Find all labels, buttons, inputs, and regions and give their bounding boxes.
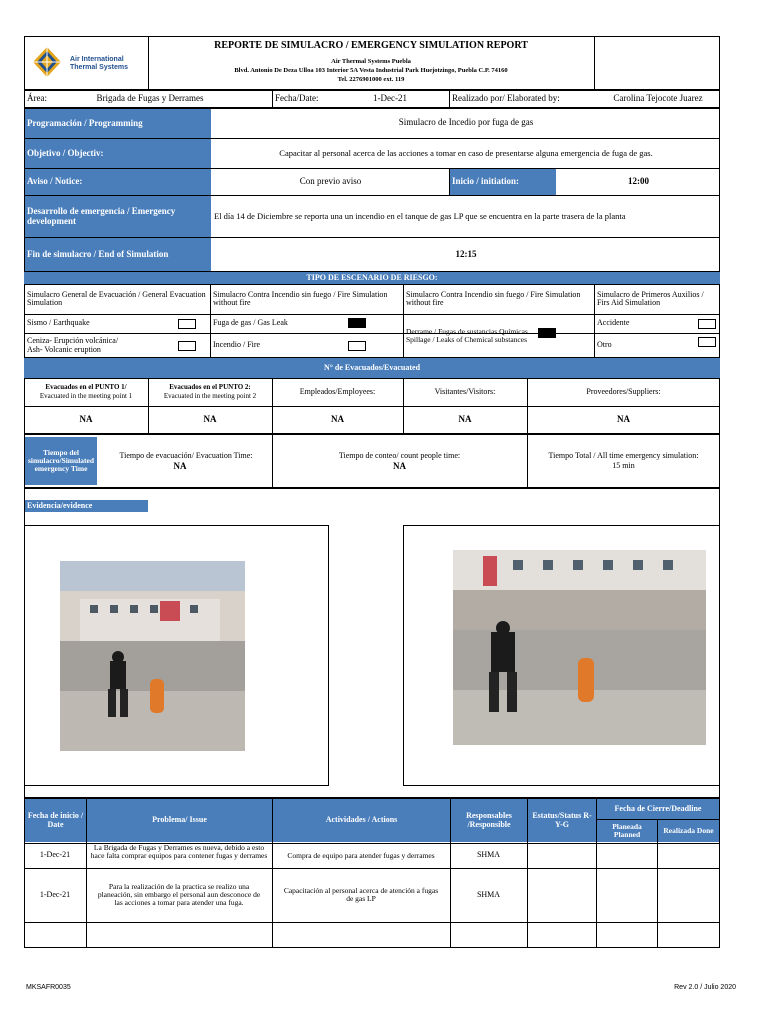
employees-value: NA [331,414,344,425]
col-deadline: Fecha de Cierre/Deadline [597,799,719,819]
scenario-item-other: Otro [597,340,612,350]
row2-date: 1-Dec-21 [39,889,71,899]
company-name: Air Thermal Systems Puebla [331,58,411,65]
document-revision: Rev 2.0 / Julio 2020 [674,984,736,991]
document-code: MKSAFR0035 [26,984,71,991]
evacuation-time-label: Tiempo de evacuación/ Evacuation Time: [119,451,253,460]
scenario-item-earthquake: Sismo / Earthquake [27,318,90,328]
row1-action: Compra de equipo para atender fugas y derrames [287,850,435,860]
checkbox-earthquake[interactable] [178,319,196,329]
initiation-value: 12:00 [628,175,649,186]
visitors-value: NA [458,414,472,425]
count-time-label: Tiempo de conteo/ count people time: [338,451,461,460]
col-responsible: Responsables /Responsible [451,799,527,842]
elaborated-by-label: Realizado por/ Elaborated by: [452,93,560,104]
col-planned: Planeada Planned [597,820,657,842]
programming-label: Programación / Programming [25,109,211,138]
row2-issue: Para la realización de la practica se realizo una planeación, sin embargo el personal aun desconoce de las acciones a tomar para atender una fuga. [97,882,261,907]
checkbox-fire[interactable] [348,341,366,351]
col-issue: Problema/ Issue [87,799,272,842]
evacuation-time-value: NA [173,461,187,471]
scenario-header-fire-2: Simulacro Contra Incendio sin fuego / Fire Simulation without fire [406,289,581,307]
development-value: El día 14 de Diciembre se reporta una un incendio en el tanque de gas LP que se encuentra en la parte trasera de la planta [214,210,626,221]
point2-value: NA [203,414,217,425]
col-actions: Actividades / Actions [273,799,450,842]
row1-issue: La Brigada de Fugas y Derrames es nueva, debido a esto hace falta comprar equipos para contener fugas y derrames [90,843,268,860]
total-time-value: 15 min [612,461,635,470]
checkbox-other[interactable] [698,337,716,347]
evacuated-title: N° de Evacuados/Evacuated [24,358,720,378]
objective-value: Capacitar al personal acerca de las acciones a tomar en caso de presentarse alguna emergencia de fuga de gas. [279,147,653,158]
objective-label: Objetivo / Objectiv: [25,139,211,168]
scenario-header-first-aid: Simulacro de Primeros Auxilios / Firs Aid Simulation [597,289,704,307]
date-value: 1-Dec-21 [373,93,407,104]
end-value: 12:15 [455,248,477,259]
scenario-item-fire: Incendio / Fire [213,340,261,350]
checkbox-spillage[interactable] [538,328,556,338]
logo-text-1: Air International [70,56,124,63]
point2-title: Evacuados en el PUNTO 2: [169,383,251,391]
report-title: REPORTE DE SIMULACRO / EMERGENCY SIMULATION REPORT [214,40,528,51]
employees-label: Empleados/Employees: [299,386,376,396]
initiation-label: Inicio / initiation: [450,169,556,195]
evidence-label: Evidencia/evidence [25,500,148,512]
development-label: Desarrollo de emergencia / Emergency development [25,196,211,237]
company-phone: Tel. 2276901000 ext. 119 [337,76,405,83]
company-logo [30,44,145,80]
suppliers-value: NA [617,414,630,425]
scenario-item-gas-leak: Fuga de gas / Gas Leak [213,318,288,328]
col-status: Estatus/Status R-Y-G [528,799,596,842]
scenario-header-fire-1: Simulacro Contra Incendio sin fuego / Fire Simulation without fire [213,289,388,307]
evidence-photo-2 [453,550,706,745]
checkbox-volcanic[interactable] [178,341,196,351]
count-time-value: NA [393,461,406,471]
logo-diamond-icon [32,46,62,78]
point1-subtitle: Evacuated in the meeting point 1 [39,392,133,400]
col-done: Realizada Done [658,820,719,842]
scenario-item-volcanic: Ceniza- Erupción volcánica/ Ash- Volcanic eruption [27,336,119,354]
programming-value: Simulacro de Incedio por fuga de gas [398,117,534,128]
point1-title: Evacuados en el PUNTO 1/ [45,383,127,391]
point2-subtitle: Evacuated in the meeting point 2 [163,392,257,400]
total-time-label: Tiempo Total / All time emergency simulation: [548,451,699,460]
scenario-item-accident: Accidente [597,318,630,328]
evidence-photo-1 [60,561,245,751]
notice-label: Aviso / Notice: [25,169,211,195]
checkbox-gas-leak[interactable] [348,318,366,328]
scenario-item-spillage: Derrame / Fugas de sustancias Químicas Spillage / Leaks of Chemical substances [406,327,528,344]
col-date: Fecha de inicio / Date [25,799,86,842]
simulated-time-label: Tiempo del simulacro/Simulated emergency Time [25,437,97,485]
point1-value: NA [79,414,93,425]
row1-responsible: SHMA [476,850,501,860]
scenario-title: TIPO DE ESCENARIO DE RIESGO: [24,272,720,284]
notice-value: Con previo aviso [299,175,362,186]
row1-date: 1-Dec-21 [39,850,71,860]
elaborated-by-value: Carolina Tejocote Juarez [613,93,703,104]
company-address: Blvd. Antonio De Deza Ulloa 103 Interior 5A Vesta Industrial Park Huejotzingo, Puebla C.P. 74160 [234,67,508,74]
visitors-label: Visitantes/Visitors: [434,386,496,396]
date-label: Fecha/Date: [275,93,319,104]
suppliers-label: Proveedores/Suppliers: [586,386,661,396]
scenario-header-general: Simulacro General de Evacuación / General Evacuation Simulation [27,289,206,307]
logo-text-2: Thermal Systems [70,64,128,71]
row2-action: Capacitación al personal acerca de atención a fugas de gas LP [283,886,439,903]
checkbox-accident[interactable] [698,319,716,329]
end-label: Fin de simulacro / End of Simulation [25,238,211,271]
area-value: Brigada de Fugas y Derrames [96,93,204,104]
row2-responsible: SHMA [476,889,501,899]
area-label: Área: [27,93,47,104]
